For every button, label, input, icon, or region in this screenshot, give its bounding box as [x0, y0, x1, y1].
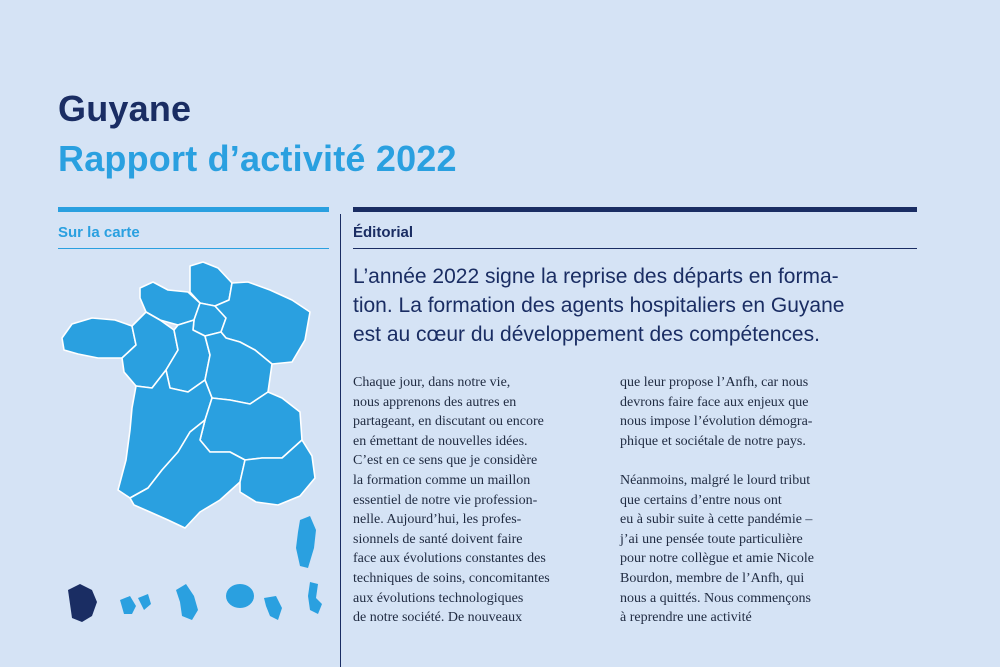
guadeloupe-icon: [120, 594, 151, 614]
body-line: la formation comme un maillon: [353, 472, 531, 488]
main-sub-rule: [353, 248, 917, 249]
column-divider: [340, 214, 341, 667]
body-line: à reprendre une activité: [620, 610, 752, 626]
france-map-icon: [62, 262, 315, 528]
body-line: C’est en ce sens que je considère: [353, 453, 538, 469]
guyane-icon: [68, 584, 97, 622]
body-line: techniques de soins, concomitantes: [353, 570, 550, 586]
body-line: essentiel de notre vie profession-: [353, 492, 538, 508]
body-line: nous apprenons des autres en: [353, 394, 517, 410]
body-line: Chaque jour, dans notre vie,: [353, 375, 511, 390]
overseas-territories: [68, 582, 322, 622]
body-line: nelle. Aujourd’hui, les profes-: [353, 512, 522, 528]
editorial-lead: [353, 262, 928, 349]
body-line: phique et sociétale de notre pays.: [620, 433, 806, 449]
body-line: nous impose l’évolution démogra-: [620, 414, 813, 430]
lead-line: L’année 2022 signe la reprise des départs en forma-: [353, 265, 839, 288]
martinique-icon: [176, 584, 198, 620]
lead-line: est au cœur du développement des compétences.: [353, 323, 820, 346]
body-line: partageant, en discutant ou encore: [353, 414, 544, 430]
body-line: de notre société. De nouveaux: [353, 610, 523, 626]
body-line: Néanmoins, malgré le lourd tribut: [620, 472, 811, 488]
body-line: sionnels de santé doivent faire: [353, 531, 523, 547]
body-line: devrons faire face aux enjeux que: [620, 394, 809, 410]
corsica-icon: [296, 516, 316, 568]
report-title: Rapport d’activité 2022: [58, 138, 457, 179]
body-line: j’ai une pensée toute particulière: [620, 531, 803, 547]
paragraph-gap: [620, 451, 814, 471]
france-regions-map: [0, 0, 340, 667]
reunion-icon: [226, 584, 254, 608]
body-line: aux évolutions technologiques: [353, 590, 524, 606]
main-section-label: Éditorial: [353, 224, 414, 241]
body-column-1: [353, 373, 550, 628]
sidebar-section-label: Sur la carte: [58, 224, 140, 241]
body-line: pour notre collègue et amie Nicole: [620, 551, 814, 567]
body-line: en émettant de nouvelles idées.: [353, 433, 528, 449]
body-line: face aux évolutions constantes des: [353, 551, 546, 567]
body-line: que leur propose l’Anfh, car nous: [620, 375, 809, 390]
lead-line: tion. La formation des agents hospitaliers en Guyane: [353, 294, 845, 317]
body-line: nous a quittés. Nous commençons: [620, 590, 811, 606]
body-line: Bourdon, membre de l’Anfh, qui: [620, 570, 805, 586]
region-title: Guyane: [58, 88, 192, 129]
body-line: que certains d’entre nous ont: [620, 492, 782, 508]
body-column-2: [620, 373, 814, 628]
body-line: eu à subir suite à cette pandémie –: [620, 512, 813, 528]
main-top-rule: [353, 207, 917, 212]
mayotte-icon: [264, 596, 282, 620]
saint-pierre-icon: [308, 582, 322, 614]
